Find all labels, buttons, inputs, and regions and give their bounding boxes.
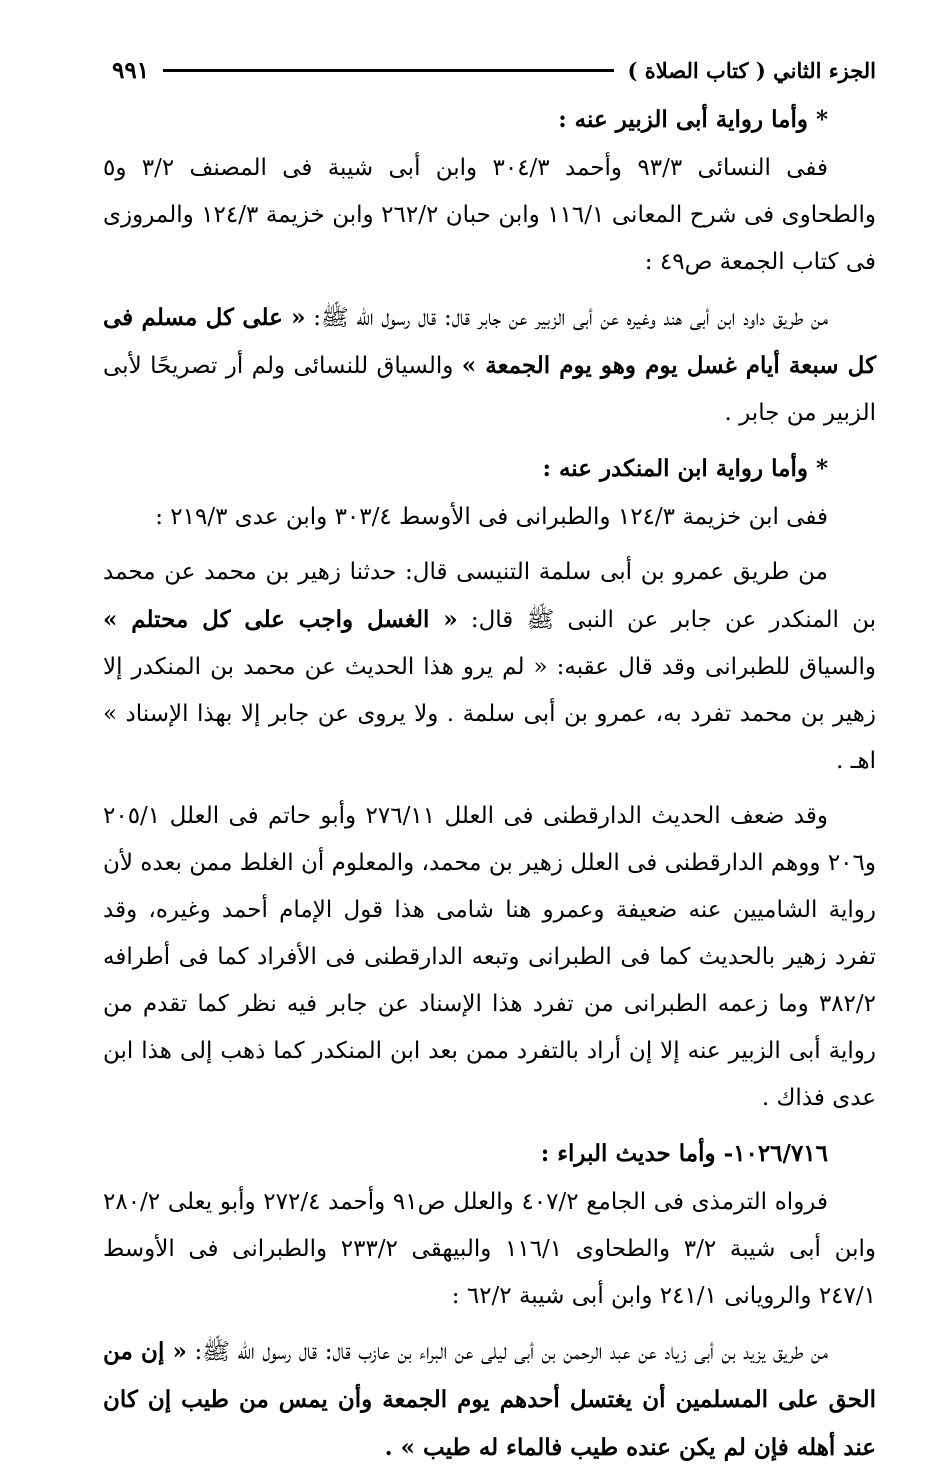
hadith-text: « الغسل واجب على كل محتلم » (103, 606, 458, 633)
page-number: ٩٩١ (112, 56, 150, 84)
paragraph-sources-3: فرواه الترمذى فى الجامع ٤٠٧/٢ والعلل ص٩١ وأحمد ٢٧٢/٤ وأبو يعلى ٢٨٠/٢ وابن أبى شيبة ٣/٢ والطحاوى ١١٦/١ والبيهقى ٢٣٣/٢ والطبرانى فى الأوسط ٢٤٧/١ والرويانى ٢٤١/١ وابن أبى شيبة ٦٢/٢ : (103, 1189, 876, 1309)
hadith-text: « على كل مسلم فى كل سبعة أيام غسل يوم وهو يوم الجمعة » (103, 304, 877, 379)
commentary-text: والسياق للطبرانى وقد قال عقبه: « لم يرو هذا الحديث عن محمد بن المنكدر إلا زهير بن محمد تفرد به، عمرو بن أبى سلمة . ولا يروى عن جابر إلا بهذا الإسناد » اهـ . (103, 654, 876, 774)
paragraph-sources-1: ففى النسائى ٩٣/٣ وأحمد ٣٠٤/٣ وابن أبى شيبة فى المصنف ٣/٢ و٥ والطحاوى فى شرح المعانى ١١٦/١ وابن حبان ٢٦٢/٢ وابن خزيمة ١٢٤/٣ والمروزى فى كتاب الجمعة ص٤٩ : (103, 155, 876, 275)
isnad-text: من طريق داود ابن أبى هند وغيره عن أبى الزبير عن جابر قال: قال رسول الله ﷺ: (313, 305, 828, 331)
isnad-text: من طريق عمرو بن أبى سلمة التنيسى قال: حدثنا زهير بن محمد عن محمد بن المنكدر عن جابر عن النبى ﷺ قال: (103, 559, 876, 633)
page-body (103, 96, 876, 1480)
paragraph-isnad-3 (103, 1328, 876, 1472)
paragraph-isnad-1 (103, 294, 876, 437)
paragraph-isnad-2 (103, 549, 876, 785)
running-header (112, 52, 876, 88)
paragraph-discussion: وقد ضعف الحديث الدارقطنى فى العلل ٢٧٦/١١ وأبو حاتم فى العلل ٢٠٥/١ و٢٠٦ ووهم الدارقطنى فى العلل زهير بن محمد، والمعلوم أن الغلط ممن بعده لأن رواية الشاميين عنه ضعيفة وعمرو هنا شامى هذا قول الإمام أحمد وغيره، وقد تفرد زهير بالحديث كما فى الطبرانى وتبعه الدارقطنى فى الأفراد كما فى أطرافه ٣٨٢/٢ وما زعمه الطبرانى من تفرد هذا الإسناد عن جابر فيه نظر كما تقدم من رواية أبى الزبير عنه إلا إن أراد بالتفرد ممن بعد ابن المنكدر كما ذهب إلى هذا ابن عدى فذاك . (103, 803, 876, 1111)
running-title: الجزء الثاني ( كتاب الصلاة ) (627, 57, 876, 83)
isnad-text: من طريق يزيد بن أبى زياد عن عبد الرحمن بن أبى ليلى عن البراء بن عازب قال: قال رسول الله ﷺ: (194, 1339, 829, 1365)
header-rule (163, 69, 613, 72)
section-heading-bara: ١٠٢٦/٧١٦- وأما حديث البراء : (540, 1140, 828, 1167)
section-heading-abi-zubayr: * وأما رواية أبى الزبير عنه : (558, 106, 828, 133)
paragraph-sources-2: ففى ابن خزيمة ١٢٤/٣ والطبرانى فى الأوسط ٣٠٣/٤ وابن عدى ٢١٩/٣ : (155, 504, 828, 530)
commentary-text: والسياق للنسائى ولم أر تصريحًا لأبى الزبير من جابر . (103, 353, 876, 426)
section-heading-ibn-munkadir: * وأما رواية ابن المنكدر عنه : (542, 455, 828, 482)
hadith-text: « إن من الحق على المسلمين أن يغتسل أحدهم يوم الجمعة وأن يمس من طيب إن كان عند أهله فإن لم يكن عنده طيب فالماء له طيب » . (103, 1338, 876, 1461)
